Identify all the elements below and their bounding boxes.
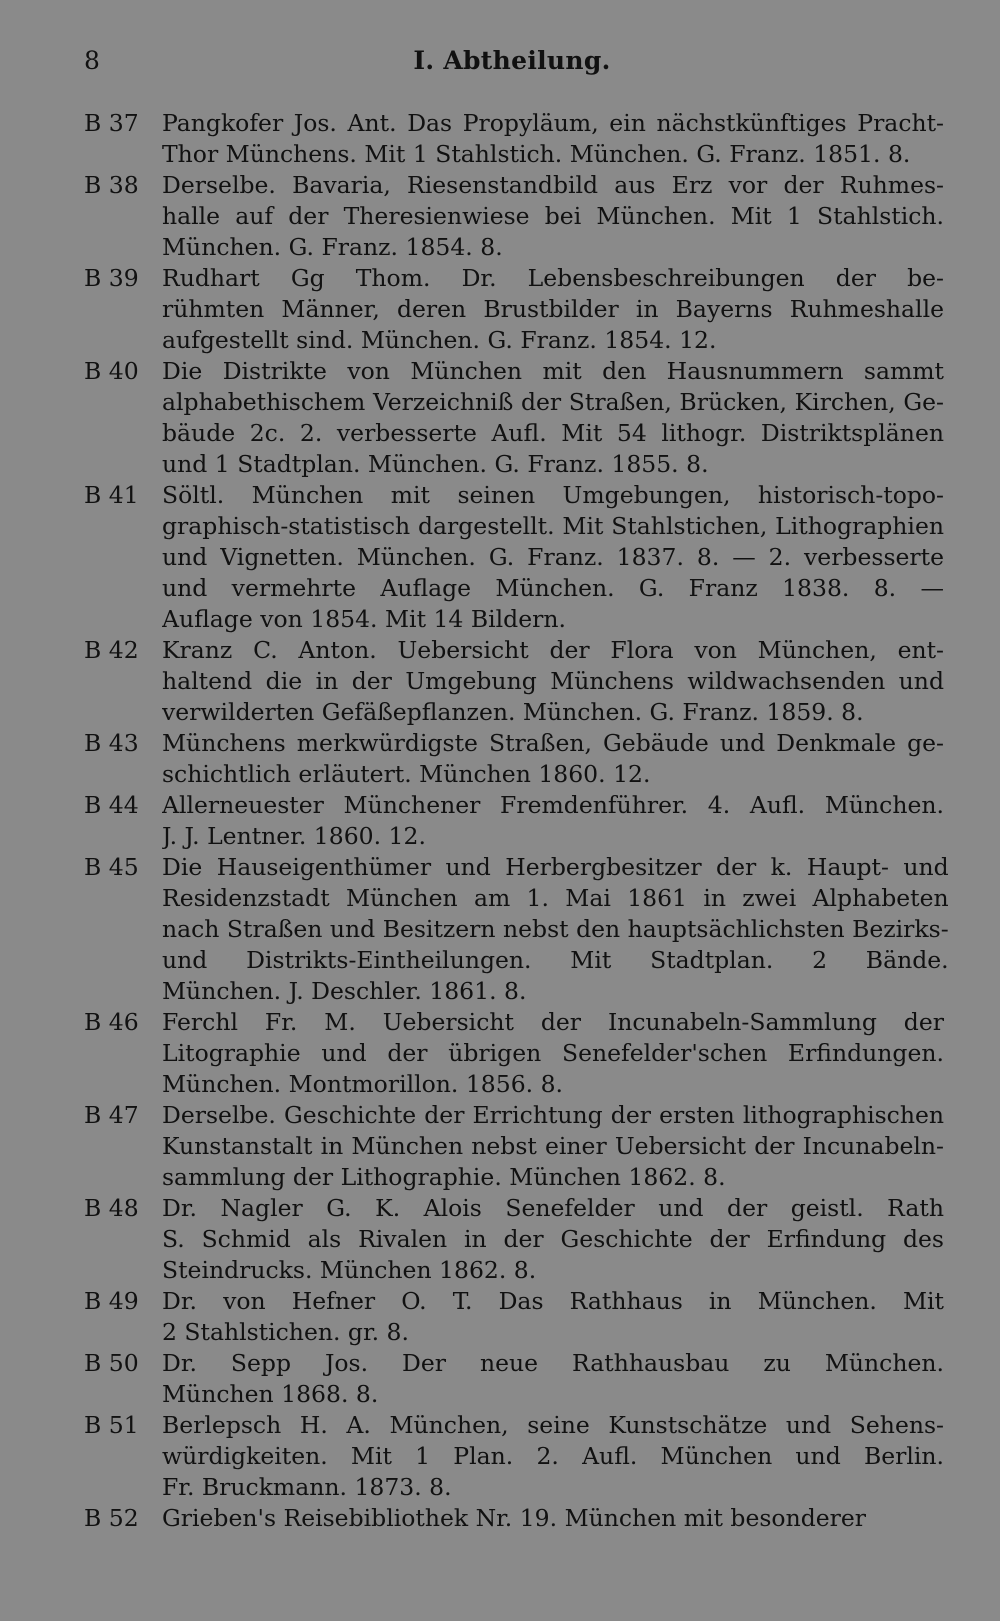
entry-text	[162, 356, 944, 480]
entry-text	[162, 170, 944, 263]
page-number: 8	[84, 46, 100, 75]
bibliography-entry	[84, 108, 944, 170]
entry-text	[162, 852, 949, 1007]
entry-text	[162, 1100, 944, 1193]
entry-line: sammlung der Lithographie. München 1862. 8.	[162, 1163, 726, 1191]
bibliography-entry	[84, 1007, 944, 1100]
entry-text	[162, 480, 944, 635]
entry-line: Söltl. München mit seinen Umgebungen, historisch-topo-	[162, 481, 944, 509]
entry-code: B 38	[84, 171, 139, 199]
entry-line: und Distrikts-Eintheilungen. Mit Stadtplan. 2 Bände.	[162, 946, 949, 974]
entry-text	[162, 1410, 944, 1503]
entry-line: Grieben's Reisebibliothek Nr. 19. München mit besonderer	[162, 1504, 867, 1532]
entry-text	[162, 728, 944, 790]
entry-line: Thor Münchens. Mit 1 Stahlstich. München. G. Franz. 1851. 8.	[162, 140, 911, 168]
entry-code: B 37	[84, 109, 139, 137]
bibliography-entry	[84, 852, 949, 1007]
bibliography-list	[84, 108, 949, 1534]
entry-code: B 39	[84, 264, 139, 292]
entry-line: Berlepsch H. A. München, seine Kunstschätze und Sehens-	[162, 1411, 944, 1439]
entry-line: Münchens merkwürdigste Straßen, Gebäude und Denkmale ge-	[162, 729, 944, 757]
entry-text	[162, 1007, 944, 1100]
bibliography-entry	[84, 1286, 944, 1348]
entry-line: graphisch-statistisch dargestellt. Mit Stahlstichen, Lithographien	[162, 512, 944, 540]
entry-line: Kranz C. Anton. Uebersicht der Flora von München, ent-	[162, 636, 944, 664]
entry-code: B 40	[84, 357, 139, 385]
bibliography-entry	[84, 263, 944, 356]
entry-text	[162, 1286, 944, 1348]
bibliography-entry	[84, 1503, 944, 1534]
bibliography-entry	[84, 1100, 944, 1193]
entry-text	[162, 1348, 944, 1410]
entry-line: Ferchl Fr. M. Uebersicht der Incunabeln-Sammlung der	[162, 1008, 944, 1036]
entry-line: Rudhart Gg Thom. Dr. Lebensbeschreibungen der be-	[162, 264, 944, 292]
entry-text	[162, 108, 944, 170]
bibliography-entry	[84, 790, 944, 852]
entry-text	[162, 263, 944, 356]
entry-line: München. Montmorillon. 1856. 8.	[162, 1070, 564, 1098]
entry-text	[162, 1193, 944, 1286]
entry-line: Dr. Nagler G. K. Alois Senefelder und der geistl. Rath	[162, 1194, 944, 1222]
entry-text	[162, 790, 944, 852]
section-title: I. Abtheilung.	[413, 46, 611, 75]
entry-line: Die Hauseigenthümer und Herbergbesitzer der k. Haupt- und	[162, 853, 949, 881]
entry-line: Pangkofer Jos. Ant. Das Propyläum, ein nächstkünftiges Pracht-	[162, 109, 944, 137]
entry-line: alphabethischem Verzeichniß der Straßen, Brücken, Kirchen, Ge-	[162, 388, 944, 416]
entry-line: Residenzstadt München am 1. Mai 1861 in zwei Alphabeten	[162, 884, 949, 912]
entry-code: B 51	[84, 1411, 139, 1439]
entry-code: B 52	[84, 1504, 139, 1532]
entry-line: Steindrucks. München 1862. 8.	[162, 1256, 537, 1284]
bibliography-entry	[84, 1193, 944, 1286]
entry-code: B 46	[84, 1008, 139, 1036]
bibliography-entry	[84, 356, 944, 480]
entry-line: nach Straßen und Besitzern nebst den hauptsächlichsten Bezirks-	[162, 915, 949, 943]
entry-line: Dr. von Hefner O. T. Das Rathhaus in München. Mit	[162, 1287, 944, 1315]
entry-line: Litographie und der übrigen Senefelder'schen Erfindungen.	[162, 1039, 944, 1067]
entry-code: B 50	[84, 1349, 139, 1377]
entry-code: B 45	[84, 853, 139, 881]
entry-line: würdigkeiten. Mit 1 Plan. 2. Aufl. München und Berlin.	[162, 1442, 944, 1470]
entry-line: Die Distrikte von München mit den Hausnummern sammt	[162, 357, 944, 385]
entry-line: München. G. Franz. 1854. 8.	[162, 233, 503, 261]
entry-line: Fr. Bruckmann. 1873. 8.	[162, 1473, 452, 1501]
entry-code: B 47	[84, 1101, 139, 1129]
entry-line: verwilderten Gefäßepflanzen. München. G. Franz. 1859. 8.	[162, 698, 864, 726]
entry-line: haltend die in der Umgebung Münchens wildwachsenden und	[162, 667, 944, 695]
entry-line: und vermehrte Auflage München. G. Franz 1838. 8. —	[162, 574, 944, 602]
bibliography-entry	[84, 635, 944, 728]
entry-line: und Vignetten. München. G. Franz. 1837. 8. — 2. verbesserte	[162, 543, 944, 571]
entry-line: Kunstanstalt in München nebst einer Uebersicht der Incunabeln-	[162, 1132, 944, 1160]
bibliography-entry	[84, 728, 944, 790]
bibliography-entry	[84, 1410, 944, 1503]
bibliography-entry	[84, 480, 944, 635]
entry-line: Derselbe. Geschichte der Errichtung der ersten lithographischen	[162, 1101, 944, 1129]
entry-line: S. Schmid als Rivalen in der Geschichte der Erfindung des	[162, 1225, 944, 1253]
entry-line: 2 Stahlstichen. gr. 8.	[162, 1318, 409, 1346]
entry-text	[162, 635, 944, 728]
entry-line: J. J. Lentner. 1860. 12.	[162, 822, 426, 850]
entry-line: aufgestellt sind. München. G. Franz. 1854. 12.	[162, 326, 717, 354]
entry-code: B 42	[84, 636, 139, 664]
bibliography-entry	[84, 170, 944, 263]
entry-code: B 49	[84, 1287, 139, 1315]
entry-line: halle auf der Theresienwiese bei München. Mit 1 Stahlstich.	[162, 202, 944, 230]
entry-code: B 48	[84, 1194, 139, 1222]
entry-line: Allerneuester Münchener Fremdenführer. 4. Aufl. München.	[162, 791, 944, 819]
page-header	[84, 46, 940, 86]
entry-line: Auflage von 1854. Mit 14 Bildern.	[162, 605, 566, 633]
bibliography-entry	[84, 1348, 944, 1410]
entry-code: B 41	[84, 481, 139, 509]
entry-line: München. J. Deschler. 1861. 8.	[162, 977, 527, 1005]
entry-code: B 43	[84, 729, 139, 757]
entry-line: Dr. Sepp Jos. Der neue Rathhausbau zu München.	[162, 1349, 944, 1377]
entry-line: rühmten Männer, deren Brustbilder in Bayerns Ruhmeshalle	[162, 295, 944, 323]
entry-code: B 44	[84, 791, 139, 819]
entry-line: München 1868. 8.	[162, 1380, 379, 1408]
entry-line: schichtlich erläutert. München 1860. 12.	[162, 760, 651, 788]
entry-text	[162, 1503, 944, 1534]
entry-line: Derselbe. Bavaria, Riesenstandbild aus Erz vor der Ruhmes-	[162, 171, 944, 199]
entry-line: bäude 2c. 2. verbesserte Aufl. Mit 54 lithogr. Distriktsplänen	[162, 419, 944, 447]
entry-line: und 1 Stadtplan. München. G. Franz. 1855. 8.	[162, 450, 709, 478]
